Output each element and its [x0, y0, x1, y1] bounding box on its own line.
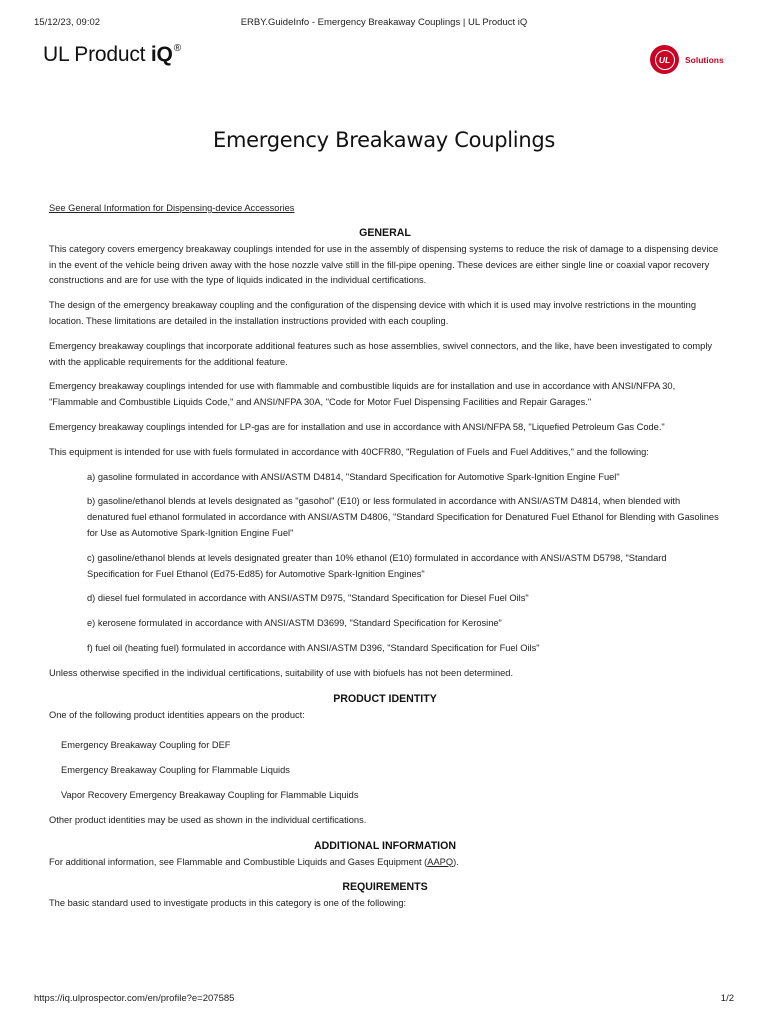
additional-information-text — [49, 855, 721, 871]
additional-info-text-after: ). — [453, 856, 459, 867]
print-url: https://iq.ulprospector.com/en/profile?e=207585 — [34, 993, 235, 1004]
requirements-text: The basic standard used to investigate products in this category is one of the following: — [49, 898, 407, 909]
fuel-list-item: a) gasoline formulated in accordance with ANSI/ASTM D4814, "Standard Specification for Automotive Spark-Ignition Engine Fuel" — [87, 471, 620, 482]
section-heading-additional-information: ADDITIONAL INFORMATION — [313, 839, 457, 852]
page-title: Emergency Breakaway Couplings — [213, 128, 555, 152]
product-identity-item: Vapor Recovery Emergency Breakaway Coupling for Flammable Liquids — [61, 789, 359, 800]
general-paragraph: Emergency breakaway couplings that incorporate additional features such as hose assemblies, swivel connectors, and the like, have been investigated to comply with the applicable requirements for the additional feature. — [49, 340, 713, 367]
fuel-list-item: d) diesel fuel formulated in accordance with ANSI/ASTM D975, "Standard Specification for Diesel Fuel Oils" — [87, 593, 529, 604]
fuel-list-item: c) gasoline/ethanol blends at levels designated greater than 10% ethanol (E10) formulated in accordance with ANSI/ASTM D5798, "Standard Specification for Fuel Ethanol (Ed75-Ed85) for Automotive Spark-Ignition Engines" — [87, 552, 667, 579]
ul-mark-text: UL — [655, 50, 675, 70]
general-paragraph: Emergency breakaway couplings intended for LP-gas are for installation and use in accordance with ANSI/NFPA 58, "Liquefied Petroleum Gas Code." — [49, 421, 665, 432]
logo-iq: iQ — [150, 43, 173, 66]
fuel-list-item: f) fuel oil (heating fuel) formulated in accordance with ANSI/ASTM D396, "Standard Specification for Fuel Oils" — [87, 642, 540, 653]
see-general-info-link[interactable]: See General Information for Dispensing-device Accessories — [49, 203, 295, 213]
fuel-list-item: e) kerosene formulated in accordance with ANSI/ASTM D3699, "Standard Specification for Kerosine" — [87, 618, 502, 629]
print-page-number: 1/2 — [720, 993, 734, 1004]
solutions-text: Solutions — [685, 54, 724, 65]
additional-info-text-before: For additional information, see Flammable and Combustible Liquids and Gases Equipment ( — [49, 856, 428, 867]
product-identity-item: Emergency Breakaway Coupling for DEF — [61, 740, 231, 751]
guide-content — [49, 201, 721, 921]
ul-solutions-logo[interactable] — [650, 45, 724, 74]
print-datetime: 15/12/23, 09:02 — [34, 17, 101, 28]
general-paragraph: The design of the emergency breakaway coupling and the configuration of the dispensing device with which it is used may involve restrictions in the mounting location. These limitations are detailed in the installation instructions provided with each coupling. — [49, 300, 697, 326]
aapq-link[interactable]: AAPQ — [427, 856, 454, 867]
product-identity-intro: One of the following product identities appears on the product: — [49, 709, 305, 720]
general-closing: Unless otherwise specified in the individual certifications, suitability of use with biofuels has not been determined. — [49, 667, 514, 678]
print-page-title: ERBY.GuideInfo - Emergency Breakaway Couplings | UL Product iQ — [240, 17, 528, 28]
ul-mark-icon — [650, 45, 679, 74]
general-paragraph: This equipment is intended for use with fuels formulated in accordance with 40CFR80, "Regulation of Fuels and Fuel Additives," and the following: — [49, 446, 649, 457]
logo-trademark: ® — [173, 43, 181, 54]
section-heading-requirements: REQUIREMENTS — [342, 881, 428, 894]
general-paragraph: Emergency breakaway couplings intended for use with flammable and combustible liquids are for installation and use in accordance with ANSI/NFPA 30, "Flammable and Combustible Liquids Code," and ANSI/NFPA 30A, "Code for Motor Fuel Dispensing Facilities and Repair Garages." — [49, 381, 676, 408]
general-paragraph: This category covers emergency breakaway couplings intended for use in the assembly of dispensing systems to reduce the risk of damage to a dispensing device in the event of the vehicle being driven away with the hose nozzle valve still in the fill-pipe opening. These devices are either single line or coaxial vapor recovery constructions and are for use with the type of liquids indicated in the individual certifications. — [49, 243, 719, 286]
section-heading-general: GENERAL — [359, 226, 411, 239]
product-identity-item: Emergency Breakaway Coupling for Flammable Liquids — [61, 765, 290, 776]
logo-text: UL Product — [43, 43, 151, 66]
ul-product-iq-logo[interactable] — [43, 43, 181, 67]
product-identity-closing: Other product identities may be used as shown in the individual certifications. — [49, 814, 367, 825]
fuel-list-item: b) gasoline/ethanol blends at levels designated as "gasohol" (E10) or less formulated in accordance with ANSI/ASTM D4814, when blended with denatured fuel ethanol formulated in accordance with ANSI/ASTM D4806, "Standard Specification for Denatured Fuel Ethanol for Blending with Gasolines for Use as Automotive Spark-Ignition Engine Fuel" — [87, 496, 719, 538]
section-heading-product-identity: PRODUCT IDENTITY — [333, 692, 437, 705]
